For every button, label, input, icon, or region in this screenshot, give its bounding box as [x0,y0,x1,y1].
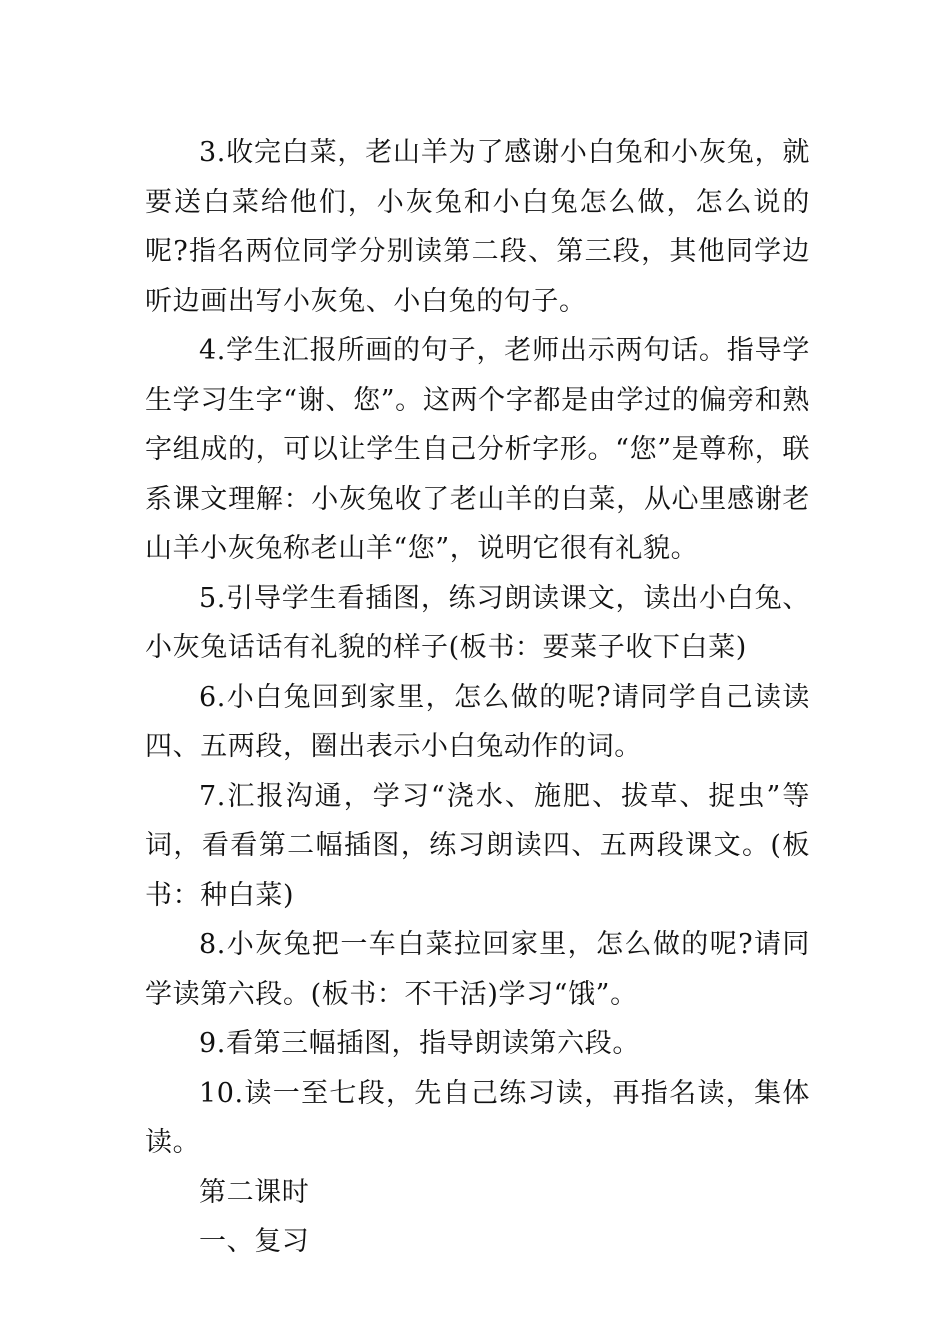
paragraph-step-5: 5.引导学生看插图，练习朗读课文，读出小白兔、小灰兔话话有礼貌的样子(板书：要菜子收下白菜) [145,582,810,663]
paragraph-step-10: 10.读一至七段，先自己练习读，再指名读，集体读。 [145,1077,810,1158]
document-body [145,128,810,1267]
paragraph-step-4: 4.学生汇报所画的句子，老师出示两句话。指导学生学习生字“谢、您”。这两个字都是由学过的偏旁和熟字组成的，可以让学生自己分析字形。“您”是尊称，联系课文理解：小灰兔收了老山羊的白菜，从心里感谢老山羊小灰兔称老山羊“您”，说明它很有礼貌。 [145,335,810,564]
section-heading-second-lesson: 第二课时 [199,1176,310,1208]
paragraph-step-7: 7.汇报沟通，学习“浇水、施肥、拔草、捉虫”等词，看看第二幅插图，练习朗读四、五两段课文。(板书：种白菜) [145,780,810,911]
paragraph-step-9: 9.看第三幅插图，指导朗读第六段。 [199,1028,640,1059]
paragraph-step-8: 8.小灰兔把一车白菜拉回家里，怎么做的呢?请同学读第六段。(板书：不干活)学习“饿”。 [145,929,810,1010]
paragraph-step-6: 6.小白兔回到家里，怎么做的呢?请同学自己读读四、五两段，圈出表示小白兔动作的词。 [145,681,810,762]
paragraph-step-3: 3.收完白菜，老山羊为了感谢小白兔和小灰兔，就要送白菜给他们，小灰兔和小白兔怎么做，怎么说的呢?指名两位同学分别读第二段、第三段，其他同学边听边画出写小灰兔、小白兔的句子。 [145,137,810,317]
section-heading-review: 一、复习 [199,1226,310,1257]
